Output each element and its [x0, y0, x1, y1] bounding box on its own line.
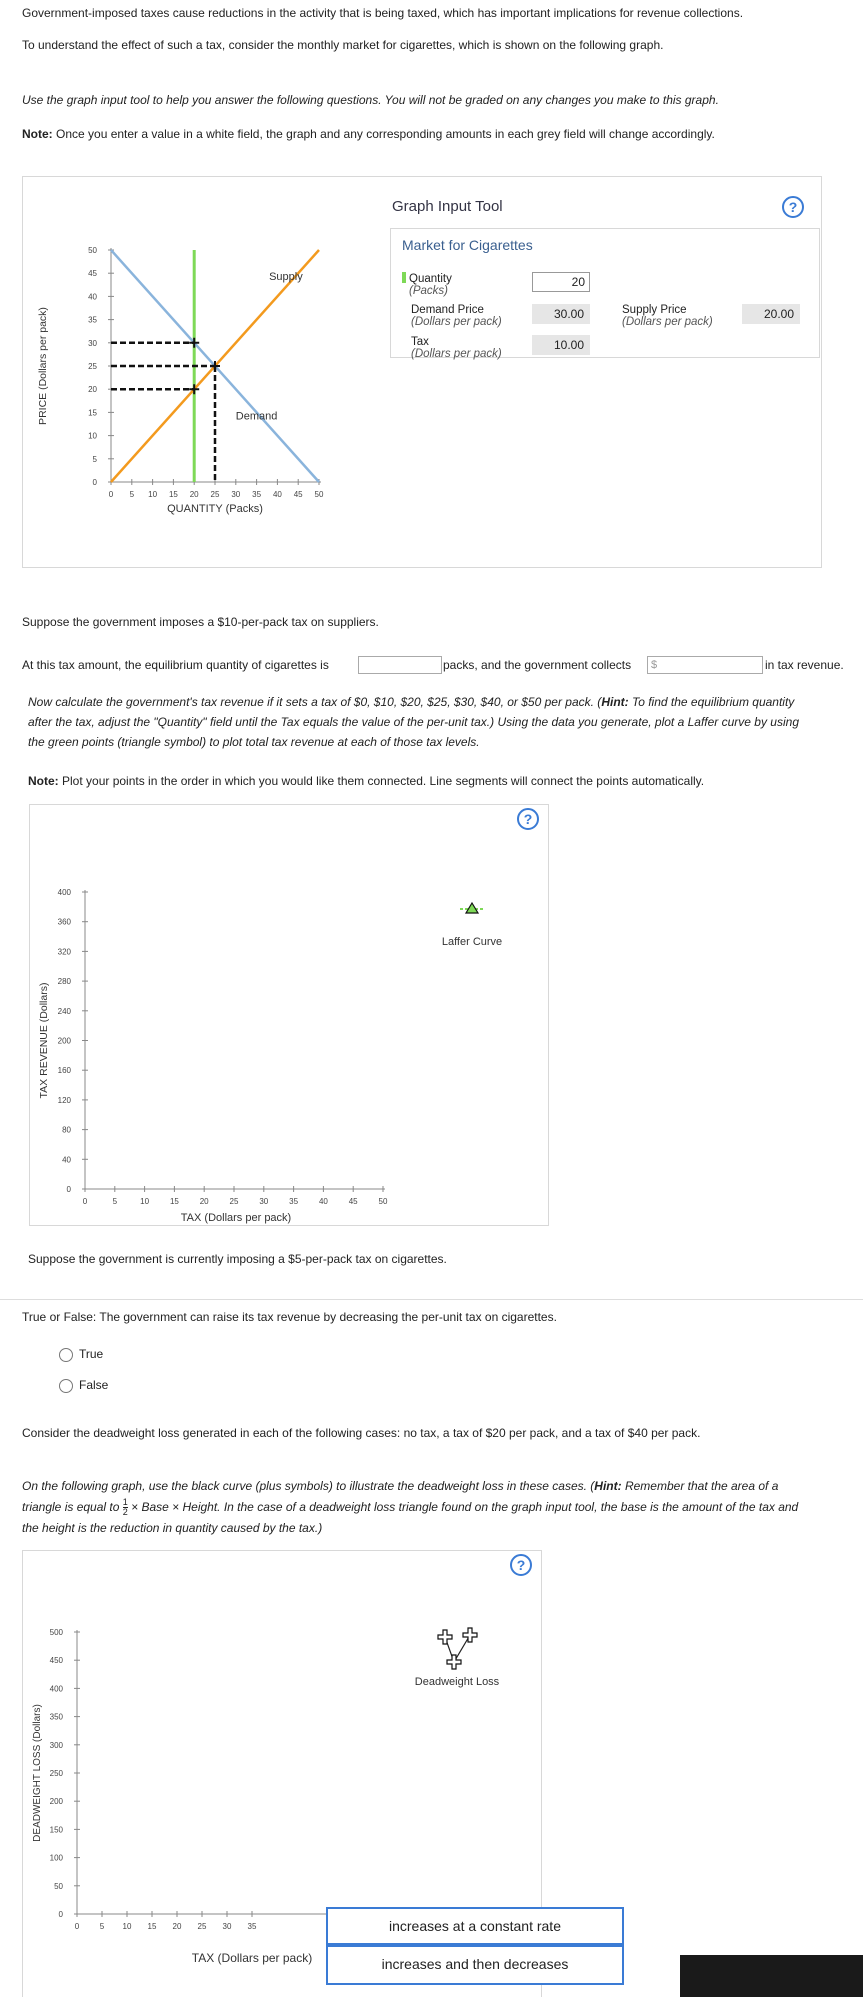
section-divider	[0, 1299, 863, 1300]
x-tick-label: 30	[259, 1197, 269, 1206]
x-tick-label: 30	[222, 1922, 232, 1931]
market-x-title: QUANTITY (Packs)	[167, 503, 263, 515]
intro-text-1: Government-imposed taxes cause reductions in the activity that is being taxed, which has important implications for revenue collections.	[22, 6, 744, 20]
y-tick-label: 25	[88, 362, 97, 371]
x-tick-label: 20	[199, 1197, 209, 1206]
supply-price-label: Supply Price (Dollars per pack)	[622, 304, 713, 328]
dropdown-option-2[interactable]: increases and then decreases	[326, 1945, 624, 1985]
market-subtitle: Market for Cigarettes	[402, 237, 533, 253]
market-graph[interactable]	[22, 176, 382, 568]
y-tick-label: 360	[57, 917, 71, 927]
x-tick-label: 35	[252, 490, 262, 499]
radio-true[interactable]	[59, 1348, 73, 1362]
intro-text-2: To understand the effect of such a tax, consider the monthly market for cigarettes, which is shown on the following graph.	[22, 38, 664, 52]
git-divider	[390, 228, 820, 229]
q4-line-1: Consider the deadweight loss generated in each of the following cases: no tax, a tax of $20 per pack, and a tax of $40 per pack.	[22, 1426, 701, 1440]
intro-note: Note: Once you enter a value in a white field, the graph and any corresponding amounts in each grey field will change accordingly.	[22, 127, 715, 141]
q1-sentence-a: At this tax amount, the equilibrium quantity of cigarettes is	[22, 658, 329, 672]
x-tick-label: 30	[231, 490, 241, 499]
q1-sentence-b: packs, and the government collects	[443, 658, 632, 672]
dark-overlay-block	[680, 1955, 863, 1997]
laffer-axes	[58, 888, 388, 1206]
y-tick-label: 10	[88, 431, 97, 441]
supply-label: Supply	[269, 271, 303, 284]
y-tick-label: 15	[88, 408, 97, 418]
intro-instructions: Use the graph input tool to help you answer the following questions. You will not be graded on any changes you make to this graph.	[22, 93, 719, 107]
q1-prompt: Suppose the government imposes a $10-per-pack tax on suppliers.	[22, 615, 379, 629]
dwl-x-title: TAX (Dollars per pack)	[191, 1951, 313, 1965]
y-tick-label: 45	[88, 269, 97, 279]
help-icon[interactable]: ?	[782, 196, 804, 218]
y-tick-label: 400	[57, 888, 71, 897]
y-tick-label: 160	[57, 1066, 71, 1076]
y-tick-label: 0	[92, 478, 97, 487]
y-tick-label: 250	[49, 1769, 63, 1778]
x-tick-label: 40	[318, 1197, 328, 1206]
x-tick-label: 10	[148, 490, 158, 499]
dwl-legend-marker[interactable]	[438, 1628, 477, 1669]
radio-true-label: True	[79, 1347, 104, 1361]
y-tick-label: 35	[88, 315, 97, 325]
dropdown-option-1[interactable]: increases at a constant rate	[326, 1907, 624, 1945]
fraction: $\frac{1}{2}$	[122, 1497, 128, 1518]
quantity-label: Quantity (Packs)	[402, 272, 452, 297]
y-tick-label: 150	[49, 1825, 63, 1835]
q4-line-4: the height is the reduction in quantity caused by the tax.)	[22, 1521, 323, 1535]
x-tick-label: 45	[293, 490, 303, 499]
y-tick-label: 50	[54, 1881, 63, 1891]
market-y-title: PRICE (Dollars per pack)	[37, 307, 49, 425]
dwl-y-title: DEADWEIGHT LOSS (Dollars)	[32, 1704, 43, 1842]
y-tick-label: 500	[49, 1628, 63, 1637]
x-tick-label: 0	[74, 1922, 80, 1931]
q4-line-3: triangle is equal to $\frac{1}{2}$ × Base × Height. In the case of a deadweight loss triangle found on the graph input tool, the base is the amount of the tax and	[22, 1497, 799, 1518]
q3-prompt: Suppose the government is currently imposing a $5-per-pack tax on cigarettes.	[28, 1252, 447, 1266]
x-tick-label: 50	[378, 1197, 388, 1206]
demand-price-field: 30.00	[532, 304, 590, 324]
quantity-swatch	[402, 272, 406, 283]
tax-field: 10.00	[532, 335, 590, 355]
y-tick-label: 80	[62, 1125, 71, 1135]
q1-sentence-c: in tax revenue.	[765, 658, 844, 672]
x-tick-label: 5	[112, 1197, 118, 1206]
q3-question: True or False: The government can raise its tax revenue by decreasing the per-unit tax on cigarettes.	[22, 1310, 557, 1324]
y-tick-label: 450	[49, 1656, 63, 1666]
x-tick-label: 40	[272, 490, 282, 499]
y-tick-label: 240	[57, 1006, 71, 1016]
x-tick-label: 15	[147, 1922, 157, 1931]
y-tick-label: 50	[88, 246, 97, 255]
tax-label: Tax (Dollars per pack)	[411, 336, 502, 360]
q2-line-2: after the tax, adjust the "Quantity" field until the Tax equals the value of the per-unit tax.) Using the data you generate, plot a Laffer curve by using	[28, 715, 799, 729]
y-tick-label: 100	[49, 1853, 63, 1863]
x-tick-label: 25	[210, 490, 220, 499]
y-tick-label: 40	[88, 292, 97, 302]
x-tick-label: 25	[197, 1922, 207, 1931]
y-tick-label: 0	[66, 1185, 71, 1194]
y-tick-label: 120	[57, 1095, 71, 1105]
laffer-graph[interactable]	[29, 804, 549, 1226]
x-tick-label: 35	[247, 1922, 257, 1931]
x-tick-label: 50	[314, 490, 324, 499]
dwl-legend-label: Deadweight Loss	[414, 1676, 500, 1688]
x-tick-label: 0	[108, 490, 114, 499]
y-tick-label: 320	[57, 947, 71, 957]
dwl-axes	[50, 1628, 329, 1931]
y-tick-label: 300	[49, 1740, 63, 1750]
equilibrium-quantity-input[interactable]	[358, 656, 442, 674]
x-tick-label: 25	[229, 1197, 239, 1206]
laffer-legend-marker[interactable]	[460, 903, 484, 913]
plus-icon[interactable]	[438, 1630, 452, 1644]
y-tick-label: 5	[92, 454, 97, 464]
y-tick-label: 280	[57, 977, 71, 987]
plus-icon[interactable]	[463, 1628, 477, 1642]
y-tick-label: 200	[49, 1797, 63, 1807]
x-tick-label: 0	[82, 1197, 88, 1206]
quantity-field[interactable]: 20	[532, 272, 590, 292]
y-tick-label: 0	[58, 1910, 63, 1919]
supply-price-field: 20.00	[742, 304, 800, 324]
demand-label: Demand	[235, 410, 278, 423]
y-tick-label: 400	[49, 1684, 63, 1694]
y-tick-label: 40	[62, 1155, 71, 1165]
x-tick-label: 35	[289, 1197, 299, 1206]
laffer-legend-label: Laffer Curve	[441, 936, 503, 948]
help-icon[interactable]: ?	[517, 808, 539, 830]
q2-note: Note: Plot your points in the order in which you would like them connected. Line segments will connect the points automatically.	[28, 774, 705, 788]
graph-input-tool-title: Graph Input Tool	[392, 198, 503, 215]
dollar-sign: $	[651, 659, 658, 671]
x-tick-label: 10	[122, 1922, 132, 1931]
laffer-x-title: TAX (Dollars per pack)	[180, 1212, 292, 1224]
x-tick-label: 20	[189, 490, 199, 499]
x-tick-label: 5	[99, 1922, 105, 1931]
y-tick-label: 350	[49, 1712, 63, 1722]
x-tick-label: 20	[172, 1922, 182, 1931]
plus-icon[interactable]	[447, 1655, 461, 1669]
x-tick-label: 15	[169, 1197, 179, 1206]
laffer-y-title: TAX REVENUE (Dollars)	[38, 982, 50, 1099]
demand-price-label: Demand Price (Dollars per pack)	[411, 304, 502, 328]
q2-line-1: Now calculate the government's tax revenue if it sets a tax of $0, $10, $20, $25, $30, $40, or $50 per pack. (Hint: To find the equilibrium quantity	[28, 695, 795, 709]
q4-line-2: On the following graph, use the black curve (plus symbols) to illustrate the deadweight loss in these cases. (Hint: Remember that the area of a	[22, 1479, 779, 1493]
tax-revenue-input[interactable]	[647, 656, 763, 674]
q2-line-3: the green points (triangle symbol) to plot total tax revenue at each of those tax levels.	[28, 735, 480, 749]
y-tick-label: 30	[88, 338, 97, 348]
x-tick-label: 45	[348, 1197, 358, 1206]
help-icon[interactable]: ?	[510, 1554, 532, 1576]
x-tick-label: 15	[168, 490, 178, 499]
y-tick-label: 20	[88, 385, 97, 395]
radio-false-label: False	[79, 1378, 109, 1392]
y-tick-label: 200	[57, 1036, 71, 1046]
radio-false[interactable]	[59, 1379, 73, 1393]
x-tick-label: 10	[140, 1197, 150, 1206]
x-tick-label: 5	[129, 490, 135, 499]
